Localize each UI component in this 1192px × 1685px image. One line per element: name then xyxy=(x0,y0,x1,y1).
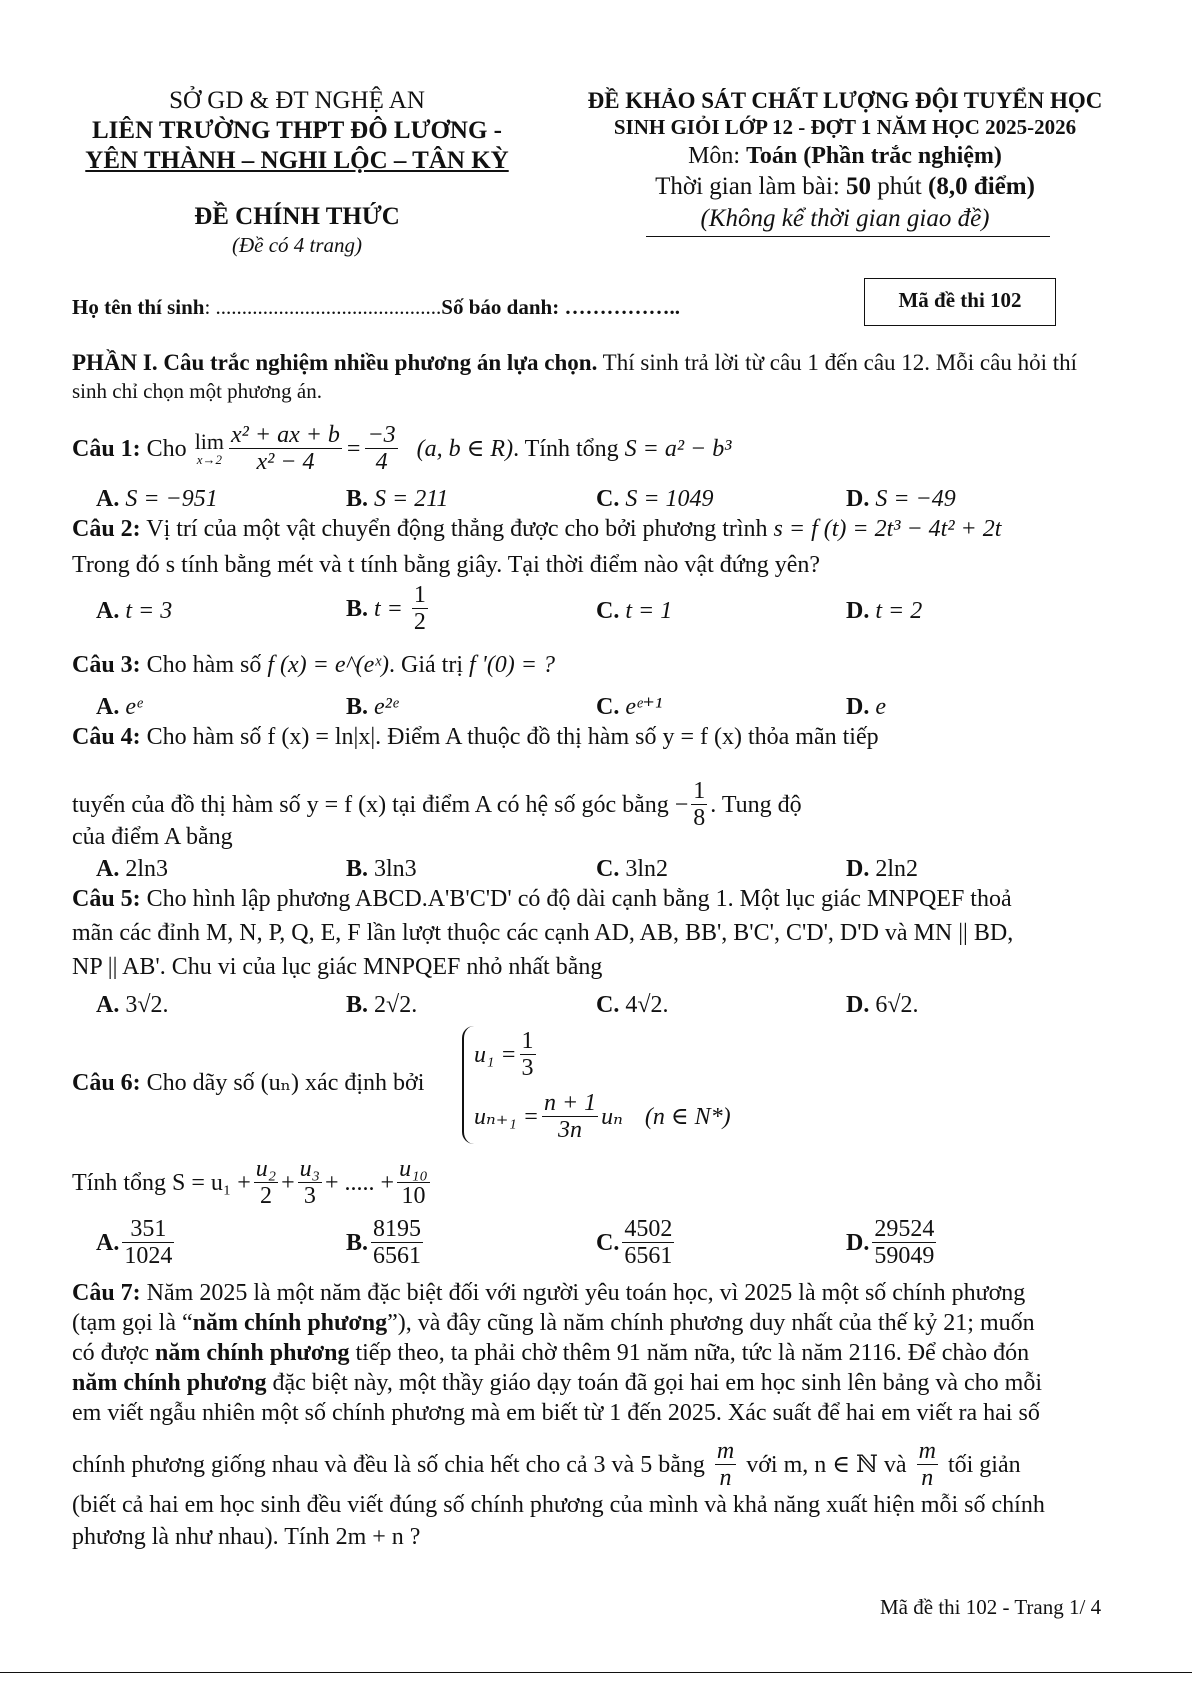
q7-line-2 xyxy=(72,1308,1035,1338)
q7-f1-den: n xyxy=(719,1465,732,1491)
q3-option-d[interactable] xyxy=(846,692,886,722)
q2-option-b[interactable] xyxy=(346,582,431,635)
q6-option-d[interactable] xyxy=(846,1216,939,1269)
q7-line-5: em viết ngẫu nhiên một số chính phương mà em biết từ 1 đến 2025. Xác suất để hai em viết ra hai số xyxy=(72,1400,1040,1426)
q1-limit xyxy=(194,428,225,467)
time-note: (Không kể thời gian giao đề) xyxy=(700,205,990,232)
q4-text: Cho hàm số f (x) = ln|x|. Điểm A thuộc đồ thị hàm số y = f (x) thỏa mãn tiếp xyxy=(140,724,879,750)
q6-u1-line xyxy=(474,1028,539,1081)
q6-un-tail: uₙ xyxy=(601,1103,623,1130)
q3-a-letter: A. xyxy=(96,694,120,720)
q5-b-text: 2√2. xyxy=(374,992,418,1018)
school-name-line2: YÊN THÀNH – NGHI LỘC – TÂN KỲ xyxy=(85,147,509,174)
question-6 xyxy=(72,1068,424,1098)
candidate-line xyxy=(72,292,680,322)
q5-option-a[interactable] xyxy=(96,990,169,1020)
q6-text: Cho dãy số (uₙ) xác định bởi xyxy=(140,1070,425,1096)
question-1: Câu 1: Cho lim x→2 $\frac{\text{x² + ax + b}}{\text{x² − 4}}$ = $\frac{-3}{4}$ (a, b ∈ R) . Tính tổng S = a² − b³ xyxy=(72,422,732,475)
part1-instruction: Thí sinh trả lời từ câu 1 đến câu 12. Mỗi câu hỏi thí xyxy=(597,350,1077,375)
q4-frac-num: 1 xyxy=(693,778,706,804)
q1-option-d[interactable] xyxy=(846,484,956,514)
q6-u1-den: 3 xyxy=(521,1055,534,1081)
q4-option-a[interactable] xyxy=(96,854,168,884)
subject-prefix: Môn: xyxy=(688,143,747,169)
q6-d-letter: D. xyxy=(846,1229,870,1256)
q4-option-c[interactable] xyxy=(596,854,668,884)
q6-c-den: 6561 xyxy=(624,1243,673,1269)
q7-l2b: năm chính phương xyxy=(192,1310,388,1336)
q6-un-line xyxy=(474,1090,731,1143)
q6-option-b[interactable] xyxy=(346,1216,426,1269)
q4-label: Câu 4: xyxy=(72,724,141,750)
q6-u1-fraction xyxy=(520,1028,536,1081)
time-value: 50 xyxy=(846,173,872,200)
q2-c-text: t = 1 xyxy=(625,598,673,624)
q2-option-a[interactable] xyxy=(96,596,172,626)
q2-a-text: t = 3 xyxy=(125,598,173,624)
q6-un-condition: (n ∈ N*) xyxy=(644,1103,731,1130)
q6-un-den: 3n xyxy=(558,1117,583,1143)
q6-t10-den: 10 xyxy=(401,1183,426,1209)
q4-c-text: 3ln2 xyxy=(625,856,669,882)
q7-line-3 xyxy=(72,1338,1029,1368)
q7-l2c: ”), và đây cũng là năm chính phương duy nhất của thế kỷ 21; muốn xyxy=(387,1310,1035,1336)
q1-text-b: . Tính tổng xyxy=(513,435,625,462)
q6-u1-num: 1 xyxy=(521,1028,534,1054)
q1-rhs-den: 4 xyxy=(375,449,388,475)
q1-numerator: x² + ax + b xyxy=(231,422,340,448)
q3-b-letter: B. xyxy=(346,694,369,720)
q5-line-3: NP || AB'. Chu vi của lục giác MNPQEF nhỏ nhất bằng xyxy=(72,954,603,980)
q5-label: Câu 5: xyxy=(72,886,141,912)
q6-a-den: 1024 xyxy=(124,1243,173,1269)
q4-a-letter: A. xyxy=(96,856,120,882)
part1-heading xyxy=(72,348,1077,378)
pages-note: (Đề có 4 trang) xyxy=(231,233,363,257)
q1-expression: S = a² − b³ xyxy=(624,435,732,462)
q7-l6a: chính phương giống nhau và đều là số chia hết cho cả 3 và 5 bằng xyxy=(72,1451,705,1478)
q4-fraction xyxy=(691,778,707,831)
q4-line-3: của điểm A bằng xyxy=(72,824,233,850)
q1-lim-sub: x→2 xyxy=(196,451,222,467)
q2-expression: s = f (t) = 2t³ − 4t² + 2t xyxy=(773,516,1002,542)
time-line xyxy=(560,172,1130,202)
q5-line-2: mãn các đỉnh M, N, P, Q, E, F lần lượt thuộc các cạnh AD, AB, BB', B'C', C'D', D'D và MN || BD, xyxy=(72,920,1014,946)
q6-t3-num: u₃ xyxy=(299,1156,321,1182)
q6-option-a[interactable] xyxy=(96,1216,177,1269)
q1-a-letter: A. xyxy=(96,486,126,512)
q4-b-text: 3ln3 xyxy=(374,856,417,882)
q4-d-text: 2ln2 xyxy=(875,856,919,882)
name-label: Họ tên thí sinh xyxy=(72,295,205,319)
q6-sum-prefix: Tính tổng S = u₁ + xyxy=(72,1169,251,1196)
q4-c-letter: C. xyxy=(596,856,620,882)
q2-text: Vị trí của một vật chuyển động thẳng được cho bởi phương trình xyxy=(140,516,774,542)
q6-c-letter: C. xyxy=(596,1229,620,1256)
q3-expression-2: f '(0) = ? xyxy=(469,652,555,678)
id-label: Số báo danh: xyxy=(441,295,565,319)
subject-line xyxy=(560,141,1130,171)
q1-d-text: S = −49 xyxy=(875,486,956,512)
q1-label: Câu 1: xyxy=(72,435,141,462)
q3-a-text: eᵉ xyxy=(125,694,143,720)
time-prefix: Thời gian làm bài: xyxy=(655,173,847,200)
q6-term-3 xyxy=(298,1156,322,1209)
q3-b-text: e²ᵉ xyxy=(374,694,399,720)
q3-text: Cho hàm số xyxy=(140,652,268,678)
q1-b-letter: B. xyxy=(346,486,375,512)
q6-label: Câu 6: xyxy=(72,1070,141,1096)
q1-b-text: S = 211 xyxy=(374,486,449,512)
q2-option-c[interactable] xyxy=(596,596,672,626)
q3-d-letter: D. xyxy=(846,694,870,720)
q5-a-letter: A. xyxy=(96,992,120,1018)
q7-l3b: năm chính phương xyxy=(155,1340,350,1366)
q1-a-text: S = −951 xyxy=(125,486,218,512)
q7-f1-num: m xyxy=(716,1438,735,1464)
q7-label: Câu 7: xyxy=(72,1280,141,1306)
q6-b-den: 6561 xyxy=(373,1243,422,1269)
q6-a-num: 351 xyxy=(122,1216,174,1243)
q6-a-fraction xyxy=(122,1216,174,1269)
page-footer: Mã đề thi 102 - Trang 1/ 4 xyxy=(880,1595,1102,1619)
q7-f2-den: n xyxy=(921,1465,934,1491)
official-label: ĐỀ CHÍNH THỨC xyxy=(194,203,400,230)
q2-text-cont: Trong đó s tính bằng mét và t tính bằng giây. Tại thời điểm nào vật đứng yên? xyxy=(72,552,821,578)
q3-option-c[interactable] xyxy=(596,692,662,722)
q2-label: Câu 2: xyxy=(72,516,141,542)
q4-text-2b: . Tung độ xyxy=(710,791,802,818)
q6-un-fraction xyxy=(542,1090,598,1143)
q1-d-letter: D. xyxy=(846,486,876,512)
q6-t2-num: u₂ xyxy=(255,1156,277,1182)
part1-instruction-cont: sinh chỉ chọn một phương án. xyxy=(72,379,322,403)
q4-a-text: 2ln3 xyxy=(125,856,169,882)
q1-lim-word: lim xyxy=(194,428,225,454)
q5-d-letter: D. xyxy=(846,992,870,1018)
q7-fraction-1 xyxy=(715,1438,736,1491)
q3-text-b: . Giá trị xyxy=(389,652,470,678)
school-name-line1: LIÊN TRƯỜNG THPT ĐÔ LƯƠNG - xyxy=(91,117,502,144)
question-7 xyxy=(72,1278,1025,1308)
q7-line-8: phương là như nhau). Tính 2m + n ? xyxy=(72,1524,421,1550)
q1-option-a[interactable] xyxy=(96,484,218,514)
q7-l2a: (tạm gọi là “ xyxy=(72,1310,193,1336)
q7-line-7: (biết cả hai em học sinh đều viết đúng số chính phương của mình và khả năng xuất hiện mỗi số chính xyxy=(72,1492,1045,1518)
q6-a-letter: A. xyxy=(96,1229,120,1256)
q5-option-b[interactable] xyxy=(346,990,417,1020)
q3-option-b[interactable] xyxy=(346,692,398,722)
q6-dots: + ..... + xyxy=(325,1169,395,1196)
q7-text: Năm 2025 là một năm đặc biệt đối với người yêu toán học, vì 2025 là một số chính phương xyxy=(140,1280,1026,1306)
q2-a-letter: A. xyxy=(96,598,120,624)
q1-denominator: x² − 4 xyxy=(256,449,315,475)
q5-text: Cho hình lập phương ABCD.A'B'C'D' có độ dài cạnh bằng 1. Một lục giác MNPQEF thoả xyxy=(140,886,1012,912)
q6-d-num: 29524 xyxy=(874,1216,935,1242)
q5-option-d[interactable] xyxy=(846,990,919,1020)
q3-c-letter: C. xyxy=(596,694,620,720)
q6-u1-lhs: u₁ = xyxy=(474,1041,517,1068)
bottom-rule xyxy=(0,1672,1192,1673)
q1-c-letter: C. xyxy=(596,486,626,512)
q4-option-b[interactable] xyxy=(346,854,417,884)
q4-frac-den: 8 xyxy=(693,805,706,831)
q1-option-b[interactable] xyxy=(346,484,448,514)
q6-un-lhs: uₙ₊₁ = xyxy=(474,1103,539,1130)
q6-t10-num: u₁₀ xyxy=(399,1156,428,1182)
q7-line-4 xyxy=(72,1368,1042,1398)
q6-t3-den: 3 xyxy=(303,1183,316,1209)
exam-code-box: Mã đề thi 102 xyxy=(864,278,1056,326)
q7-fraction-2 xyxy=(917,1438,938,1491)
q1-condition: (a, b ∈ R) xyxy=(416,435,514,462)
question-3 xyxy=(72,650,555,680)
header-rule xyxy=(646,236,1050,237)
q6-d-den: 59049 xyxy=(874,1243,935,1269)
q6-term-2 xyxy=(254,1156,278,1209)
q2-b-letter: B. xyxy=(346,595,369,622)
q6-d-fraction xyxy=(872,1216,936,1269)
q3-option-a[interactable] xyxy=(96,692,142,722)
q7-f2-num: m xyxy=(918,1438,936,1464)
q6-b-letter: B. xyxy=(346,1229,369,1256)
q5-d-text: 6√2. xyxy=(875,992,919,1018)
q5-c-letter: C. xyxy=(596,992,620,1018)
time-unit: phút xyxy=(871,173,928,200)
q1-rhs-num: −3 xyxy=(367,422,396,448)
q2-option-d[interactable] xyxy=(846,596,922,626)
q2-b-text: t = xyxy=(374,595,409,622)
q7-l4b: đặc biệt này, một thầy giáo dạy toán đã gọi hai em học sinh lên bảng và cho mỗi xyxy=(266,1370,1043,1396)
q3-label: Câu 3: xyxy=(72,652,141,678)
q7-l6c: tối giản xyxy=(947,1451,1021,1478)
q7-l3c: tiếp theo, ta phải chờ thêm 91 năm nữa, tức là năm 2116. Để chào đón xyxy=(349,1340,1030,1366)
q7-l3a: có được xyxy=(72,1340,156,1366)
q2-b-num: 1 xyxy=(413,582,426,608)
question-2 xyxy=(72,514,1001,544)
name-dots: : ........................................... xyxy=(204,295,442,319)
question-5 xyxy=(72,884,1012,914)
q6-b-fraction xyxy=(371,1216,423,1269)
q5-option-c[interactable] xyxy=(596,990,669,1020)
q2-b-den: 2 xyxy=(413,609,426,635)
part1-title: PHẦN I. Câu trắc nghiệm nhiều phương án lựa chọn. xyxy=(72,350,598,375)
exam-title-line2: SINH GIỎI LỚP 12 - ĐỢT 1 NĂM HỌC 2025-2026 xyxy=(613,115,1077,139)
q5-b-letter: B. xyxy=(346,992,369,1018)
q1-fraction xyxy=(229,422,342,475)
department-name: SỞ GD & ĐT NGHỆ AN xyxy=(169,87,425,114)
q4-text-2: tuyến của đồ thị hàm số y = f (x) tại điểm A có hệ số góc bằng − xyxy=(72,791,689,818)
q1-text: Cho xyxy=(140,435,193,462)
q1-c-text: S = 1049 xyxy=(625,486,714,512)
id-dots: …………….. xyxy=(564,295,680,319)
q3-d-text: e xyxy=(875,694,886,720)
q5-c-text: 4√2. xyxy=(625,992,669,1018)
q2-d-text: t = 2 xyxy=(875,598,923,624)
q6-sum-line: Tính tổng S = u₁ + $\frac{\text{u₂}}{2}$ + $\frac{\text{u₃}}{3}$ + ..... + $\frac{\text{u₁₀}}{10}$ xyxy=(72,1156,428,1209)
q6-term-10 xyxy=(397,1156,430,1209)
q4-option-d[interactable] xyxy=(846,854,918,884)
q6-c-num: 4502 xyxy=(624,1216,673,1242)
q5-a-text: 3√2. xyxy=(125,992,169,1018)
q4-b-letter: B. xyxy=(346,856,369,882)
q7-l6b: với m, n ∈ ℕ và xyxy=(746,1451,907,1478)
q2-b-fraction xyxy=(412,582,428,635)
q6-option-c[interactable] xyxy=(596,1216,677,1269)
q3-c-text: eᵉ⁺¹ xyxy=(625,694,663,720)
q3-expression: f (x) = e^(eˣ) xyxy=(267,652,390,678)
subject-name: Toán (Phần trắc nghiệm) xyxy=(746,143,1002,169)
q6-t2-den: 2 xyxy=(259,1183,272,1209)
q6-b-num: 8195 xyxy=(373,1216,422,1242)
q1-option-c[interactable] xyxy=(596,484,714,514)
q1-rhs-fraction xyxy=(365,422,397,475)
q6-un-num: n + 1 xyxy=(543,1090,597,1116)
question-4 xyxy=(72,722,879,752)
exam-title-line1: ĐỀ KHẢO SÁT CHẤT LƯỢNG ĐỘI TUYỂN HỌC xyxy=(587,88,1103,113)
q7-line-6 xyxy=(72,1438,1021,1491)
q6-c-fraction xyxy=(622,1216,674,1269)
q2-c-letter: C. xyxy=(596,598,620,624)
time-points: (8,0 điểm) xyxy=(928,173,1035,200)
q4-d-letter: D. xyxy=(846,856,870,882)
q2-d-letter: D. xyxy=(846,598,870,624)
q7-l4a: năm chính phương xyxy=(72,1370,267,1396)
